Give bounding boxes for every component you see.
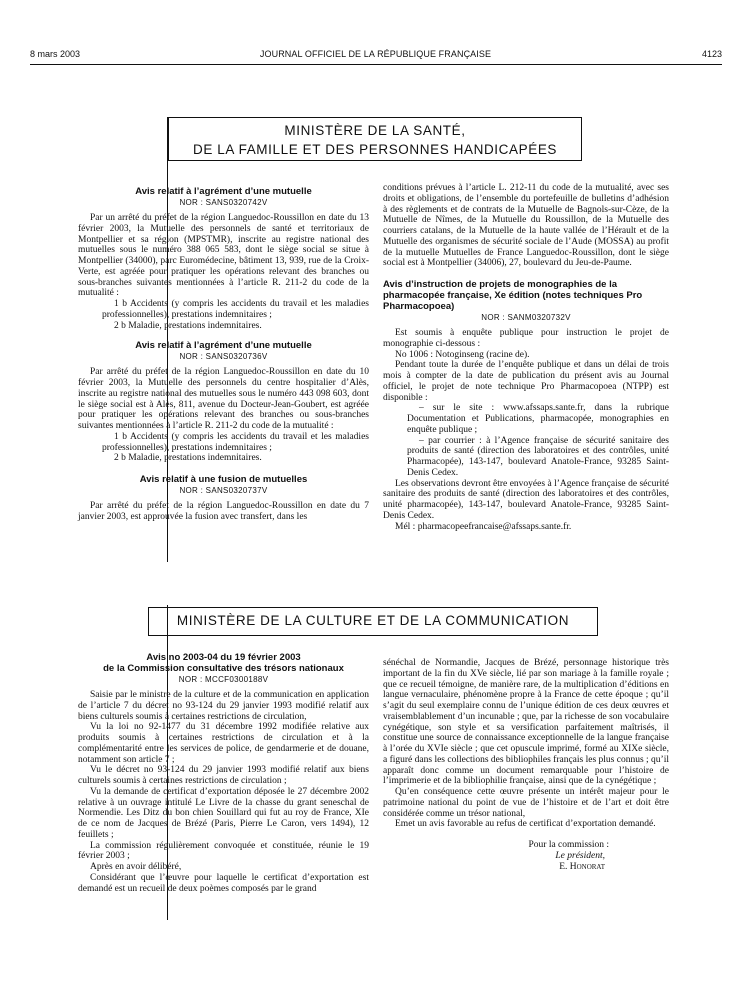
nor-reference: NOR : SANS0320742V bbox=[179, 198, 268, 207]
ministry-line-2: DE LA FAMILLE ET DES PERSONNES HANDICAPÉES bbox=[192, 142, 558, 157]
notice-title: Avis d’instruction de projets de monographies de la pharmacopée française, Xe édition (notes techniques Pro Pharmacopoea) bbox=[383, 279, 643, 312]
list-item: 1 b Accidents (y compris les accidents du travail et les maladies professionnelles), prestations indemnitaires ; bbox=[102, 431, 369, 453]
paragraph: Pendant toute la durée de l’enquête publique et dans un délai de trois mois à compter de la date de publication du présent avis au Journal officiel, le projet de note technique Pro Pharmacopoea (NTPP) est disponible : bbox=[383, 360, 669, 403]
ministry-line-1: MINISTÈRE DE LA SANTÉ, bbox=[284, 123, 466, 138]
ministry-line-1: MINISTÈRE DE LA CULTURE ET DE LA COMMUNICATION bbox=[176, 613, 570, 628]
left-column-top bbox=[78, 180, 369, 523]
list-item: – sur le site : www.afssaps.sante.fr, dans la rubrique Documentation et Publications, pharmacopée, monographies en enquête publique ; bbox=[407, 403, 669, 435]
paragraph: Après en avoir délibéré, bbox=[90, 862, 182, 872]
header-rule bbox=[30, 64, 722, 65]
paragraph: Saisie par le ministre de la culture et de la communication en application de l’article 7 du décret no 93-124 du 29 janvier 1993 modifié relatif aux biens culturels soumis à certaines restrictions de circulation, bbox=[78, 690, 369, 722]
paragraph: Par arrêté du préfet de la région Languedoc-Roussillon en date du 10 février 2003, la Mutuelle des personnels du centre hospitalier d’Alès, inscrite au registre national des mutuelles sous le numéro 443 098 603, dont le siège social est à Alès, 811, avenue du Docteur-Jean-Goubert, est agréée pour pratiquer les opérations relevant des branches ou sous-branches suivantes mentionnées à l’article R. 211-2 du code de la mutualité : bbox=[78, 367, 369, 431]
notice-title: Avis relatif à une fusion de mutuelles bbox=[139, 474, 308, 485]
signature-title: Le président, bbox=[555, 850, 605, 861]
right-column-bottom bbox=[383, 658, 669, 872]
nor-reference: NOR : SANS0320737V bbox=[179, 486, 268, 495]
paragraph: Emet un avis favorable au refus de certificat d’exportation demandé. bbox=[395, 819, 656, 830]
paragraph: sénéchal de Normandie, Jacques de Brézé, personnage historique très important de la fin du XVe siècle, lié par son mariage à la famille royale ; que ce recueil témoigne, de manière rare, de la multiplication d’éditions en langue vernaculaire, phénomène propre à la France de cette époque ; qu’il s’agit du seul exemplaire connu de l’unique édition de ces deux œuvres et vraisemblablement d’un incunable ; que, par la richesse de son vocabulaire cynégétique, son style et sa versification parfaitement maîtrisés, il constitue une source de connaissance exceptionnelle de la langue française à l’orée du XVIe siècle ; que cet opuscule imprimé, formé au XIXe siècle, a figuré dans les collections des bibliophiles français les plus connus ; qu’il apparaît donc comme un document remarquable pour l’histoire de l’imprimerie et de la bibliophilie française, ainsi que de la cynégétique ; bbox=[383, 658, 669, 787]
journal-title: JOURNAL OFFICIEL DE LA RÉPUBLIQUE FRANÇAISE bbox=[259, 49, 492, 59]
list-item: 2 b Maladie, prestations indemnitaires. bbox=[114, 320, 262, 331]
paragraph: Considérant que l’œuvre pour laquelle le certificat d’exportation est demandé est un recueil de deux poèmes composés par le grand bbox=[78, 872, 369, 894]
signature-name: E. Honorat bbox=[559, 861, 605, 872]
ministry-heading-culture bbox=[148, 607, 598, 636]
paragraph: No 1006 : Notoginseng (racine de). bbox=[395, 349, 530, 360]
notice-subtitle: de la Commission consultative des trésors nationaux bbox=[103, 663, 344, 674]
paragraph: Vu la loi no 92-1477 du 31 décembre 1992 modifiée relative aux produits soumis à certaines restrictions de circulation et à la complémentarité entre les services de police, de gendarmerie et de douane, notamment son article 7 ; bbox=[78, 722, 369, 765]
nor-reference: NOR : SANS0320736V bbox=[179, 352, 268, 362]
right-column-top bbox=[383, 183, 669, 532]
left-column-bottom bbox=[78, 652, 369, 894]
paragraph: Vu le décret no 93-124 du 29 janvier 1993 modifié relatif aux biens culturels soumis à certaines restrictions de circulation ; bbox=[78, 765, 369, 786]
signature-line: Pour la commission : bbox=[528, 840, 609, 850]
page-header bbox=[0, 49, 751, 63]
notice-title: Avis relatif à l’agrément d’une mutuelle bbox=[135, 186, 312, 197]
notice-title: Avis relatif à l’agrément d’une mutuelle bbox=[135, 340, 312, 352]
paragraph: Les observations devront être envoyées à l’Agence française de sécurité sanitaire des produits de santé (direction des laboratoires et des contrôles, unité pharmacopée), 143-147, boulevard Anatole-France, 93285 Saint-Denis Cedex. bbox=[383, 478, 669, 521]
paragraph: Vu la demande de certificat d’exportation déposée le 27 décembre 2002 relative à un ouvrage intitulé Le Livre de la chasse du grant seneschal de Normendie. Les Ditz du bon chien Souillard qui fut au roy de France, XIe de ce nom de Jacques de Brézé (Paris, Pierre Le Caron, vers 1494), 12 feuillets ; bbox=[78, 786, 369, 840]
notice-title: Avis no 2003-04 du 19 février 2003 bbox=[146, 652, 301, 663]
list-item: – par courrier : à l’Agence française de sécurité sanitaire des produits de santé (direction des laboratoires et des contrôles, unité Pharmacopée), 143-147, boulevard Anatole-France, 93285 Saint-Denis Cedex. bbox=[407, 435, 669, 478]
paragraph: La commission régulièrement convoquée et constituée, réunie le 19 février 2003 ; bbox=[78, 840, 369, 862]
paragraph: conditions prévues à l’article L. 212-11 du code de la mutualité, avec ses droits et obligations, de l’ensemble du portefeuille de bulletins d’adhésion à des règlements et de contrats de la Mutuelle de Bagnols-sur-Cèze, de la Mutuelle de Nîmes, de la Mutuelle du Roussillon, de la Mutuelle des courriers catalans, de la Mutuelle de la haute vallée de l’Hérault et de la Mutuelle des organismes de sécurité sociale de l’Aude (MOSSA) au profit de la mutuelle Mutuelles de France Languedoc-Roussillon, dont le siège social est à Montpellier (34006), 27, boulevard du Jeu-de-Paume. bbox=[383, 183, 669, 269]
paragraph: Mél : pharmacopeefrancaise@afssaps.sante.fr. bbox=[395, 521, 572, 532]
nor-reference: NOR : SANM0320732V bbox=[481, 313, 571, 322]
ministry-heading-health bbox=[168, 117, 582, 161]
paragraph: Est soumis à enquête publique pour instruction le projet de monographie ci-dessous : bbox=[383, 328, 669, 349]
issue-date: 8 mars 2003 bbox=[30, 49, 81, 59]
list-item: 2 b Maladie, prestations indemnitaires. bbox=[114, 453, 262, 464]
page-number: 4123 bbox=[701, 49, 722, 59]
paragraph: Par arrêté du préfet de la région Languedoc-Roussillon en date du 7 janvier 2003, est approuvée la fusion avec transfert, dans les bbox=[78, 501, 369, 522]
paragraph: Qu’en conséquence cette œuvre présente un intérêt majeur pour le patrimoine national du point de vue de l’histoire et de l’art et doit être considérée comme un trésor national, bbox=[383, 787, 669, 819]
list-item: 1 b Accidents (y compris les accidents du travail et les maladies professionnelles), prestations indemnitaires ; bbox=[102, 299, 369, 320]
paragraph: Par un arrêté du préfet de la région Languedoc-Roussillon en date du 13 février 2003, la Mutuelle des personnels de santé et territoriaux de Montpellier et sa région (MPSTMR), inscrite au registre national des mutuelles sous le numéro 388 065 583, dont le siège social se situe à Montpellier (34000), parc Euromédecine, bâtiment 13, 939, rue de la Croix-Verte, est agréée pour pratiquer les opérations relevant des branches ou sous-branches suivantes mentionnées à l’article R. 211-2 du code de la mutualité : bbox=[78, 213, 369, 299]
nor-reference: NOR : MCCF0300188V bbox=[178, 675, 269, 684]
